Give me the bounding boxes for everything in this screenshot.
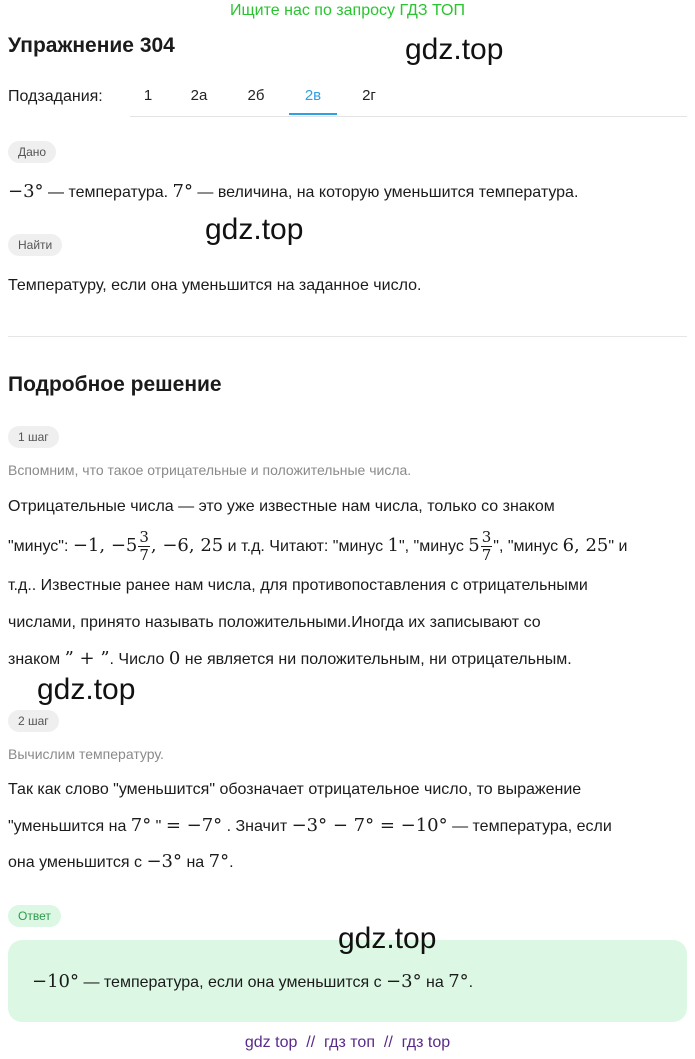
given-text: −3° — температура. 7° — величина, на которую уменьшится температура. [8, 181, 579, 202]
page-title: Упражнение 304 [8, 34, 175, 57]
step1-line1: Отрицательные числа — это уже известные нам числа, только со знаком [8, 498, 555, 515]
find-label: Найти [8, 234, 62, 256]
answer-label: Ответ [8, 905, 61, 927]
step1-label: 1 шаг [8, 426, 59, 448]
tab-2v[interactable]: 2в [289, 76, 337, 115]
given-label: Дано [8, 141, 56, 163]
watermark: gdz.top [338, 922, 437, 955]
tab-1[interactable]: 1 [143, 87, 153, 104]
divider [8, 336, 687, 337]
step2-line2: "уменьшится на 7° " = −7° . Значит −3° − 7° = −10° — температура, если [8, 815, 612, 836]
step1-line3: т.д.. Известные ранее нам числа, для противопоставления с отрицательными [8, 577, 588, 594]
subtask-tabs [130, 76, 687, 117]
step1-hint: Вспомним, что такое отрицательные и положительные числа. [8, 462, 412, 478]
step2-line3: она уменьшится с −3° на 7°. [8, 851, 234, 872]
watermark: gdz.top [205, 213, 304, 246]
fraction: $\frac{3}{7}$ [481, 528, 492, 565]
fraction: $\frac{3}{7}$ [139, 528, 149, 565]
top-banner[interactable]: Ищите нас по запросу ГДЗ ТОП [230, 2, 465, 19]
footer-links[interactable]: gdz top // гдз топ // гдз top [244, 1034, 451, 1051]
solution-title: Подробное решение [8, 373, 222, 396]
subtasks-label: Подзадания: [8, 88, 103, 105]
step1-line5: знаком ” + ”. Число 0 не является ни положительным, ни отрицательным. [8, 648, 572, 669]
step1-line2: "минус": −1, −5 $\frac{3}{7}$ , −6, 25 и т.д. Читают: "минус 1", "минус 5 $\frac{3}{7}$ ", "минус 6, 25" и [8, 528, 628, 565]
step2-label: 2 шаг [8, 710, 59, 732]
tab-2a[interactable]: 2а [190, 87, 208, 104]
tab-2g[interactable]: 2г [362, 87, 376, 104]
watermark: gdz.top [405, 33, 504, 66]
step2-line1: Так как слово "уменьшится" обозначает отрицательное число, то выражение [8, 781, 582, 798]
step2-hint: Вычислим температуру. [8, 746, 164, 762]
watermark: gdz.top [37, 673, 136, 706]
answer-text: −10° — температура, если она уменьшится с −3° на 7°. [32, 971, 474, 992]
tab-2b[interactable]: 2б [247, 87, 265, 104]
step1-line4: числами, принято называть положительными.Иногда их записывают со [8, 614, 541, 631]
find-text: Температуру, если она уменьшится на заданное число. [8, 277, 422, 294]
